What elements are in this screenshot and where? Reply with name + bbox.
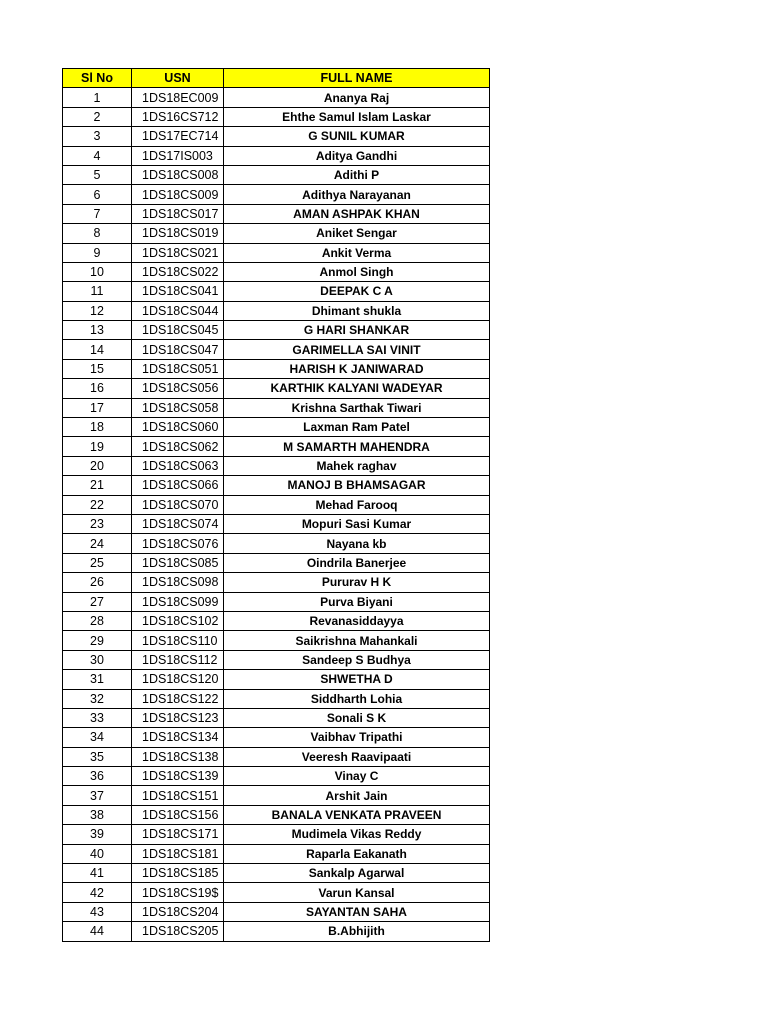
sl-no-cell: 1: [63, 88, 132, 107]
table-row: [63, 495, 490, 514]
usn-cell: 1DS18CS151: [132, 786, 224, 805]
sl-no-cell: 43: [63, 902, 132, 921]
sl-no-cell: 36: [63, 767, 132, 786]
usn-cell: 1DS18CS056: [132, 379, 224, 398]
table-row: [63, 165, 490, 184]
full-name-cell: Mahek raghav: [224, 456, 490, 475]
sl-no-cell: 26: [63, 573, 132, 592]
sl-no-cell: 32: [63, 689, 132, 708]
usn-cell: 1DS18CS110: [132, 631, 224, 650]
table-row: [63, 282, 490, 301]
sl-no-cell: 29: [63, 631, 132, 650]
usn-cell: 1DS18CS123: [132, 708, 224, 727]
usn-cell: 1DS18CS044: [132, 301, 224, 320]
sl-no-cell: 17: [63, 398, 132, 417]
full-name-cell: B.Abhijith: [224, 922, 490, 941]
full-name-cell: BANALA VENKATA PRAVEEN: [224, 805, 490, 824]
full-name-cell: Mudimela Vikas Reddy: [224, 825, 490, 844]
full-name-cell: Saikrishna Mahankali: [224, 631, 490, 650]
sl-no-cell: 39: [63, 825, 132, 844]
header-row: [63, 69, 490, 88]
full-name-cell: Mopuri Sasi Kumar: [224, 514, 490, 533]
sl-no-cell: 21: [63, 476, 132, 495]
sl-no-cell: 8: [63, 224, 132, 243]
full-name-cell: Siddharth Lohia: [224, 689, 490, 708]
table-row: [63, 592, 490, 611]
table-row: [63, 146, 490, 165]
sl-no-cell: 41: [63, 864, 132, 883]
sl-no-cell: 34: [63, 728, 132, 747]
sl-no-cell: 11: [63, 282, 132, 301]
full-name-cell: Adithya Narayanan: [224, 185, 490, 204]
sl-no-cell: 15: [63, 359, 132, 378]
full-name-cell: Ehthe Samul Islam Laskar: [224, 107, 490, 126]
sl-no-cell: 4: [63, 146, 132, 165]
full-name-cell: SHWETHA D: [224, 670, 490, 689]
full-name-cell: Anmol Singh: [224, 262, 490, 281]
table-row: [63, 786, 490, 805]
usn-cell: 1DS18CS063: [132, 456, 224, 475]
sl-no-cell: 18: [63, 418, 132, 437]
usn-cell: 1DS18CS076: [132, 534, 224, 553]
sl-no-cell: 7: [63, 204, 132, 223]
sl-no-cell: 16: [63, 379, 132, 398]
table-row: [63, 708, 490, 727]
table-row: [63, 224, 490, 243]
sl-no-cell: 14: [63, 340, 132, 359]
usn-cell: 1DS18CS021: [132, 243, 224, 262]
sl-no-cell: 12: [63, 301, 132, 320]
full-name-cell: Pururav H K: [224, 573, 490, 592]
usn-cell: 1DS18CS181: [132, 844, 224, 863]
usn-cell: 1DS18CS139: [132, 767, 224, 786]
usn-cell: 1DS18CS017: [132, 204, 224, 223]
table-row: [63, 922, 490, 941]
usn-cell: 1DS18CS156: [132, 805, 224, 824]
table-row: [63, 650, 490, 669]
usn-cell: 1DS18CS099: [132, 592, 224, 611]
usn-cell: 1DS18CS138: [132, 747, 224, 766]
table-row: [63, 88, 490, 107]
table-row: [63, 185, 490, 204]
usn-cell: 1DS18CS074: [132, 514, 224, 533]
table-row: [63, 107, 490, 126]
header-usn: USN: [132, 69, 224, 88]
usn-cell: 1DS18CS19$: [132, 883, 224, 902]
table-row: [63, 902, 490, 921]
table-row: [63, 340, 490, 359]
sl-no-cell: 2: [63, 107, 132, 126]
header-sl-no: Sl No: [63, 69, 132, 88]
header-full-name: FULL NAME: [224, 69, 490, 88]
sl-no-cell: 44: [63, 922, 132, 941]
table-row: [63, 456, 490, 475]
usn-cell: 1DS18CS102: [132, 611, 224, 630]
table-row: [63, 301, 490, 320]
sl-no-cell: 24: [63, 534, 132, 553]
full-name-cell: KARTHIK KALYANI WADEYAR: [224, 379, 490, 398]
full-name-cell: Ananya Raj: [224, 88, 490, 107]
table-row: [63, 534, 490, 553]
full-name-cell: Revanasiddayya: [224, 611, 490, 630]
full-name-cell: Aniket Sengar: [224, 224, 490, 243]
full-name-cell: Adithi P: [224, 165, 490, 184]
usn-cell: 1DS18CS047: [132, 340, 224, 359]
full-name-cell: Purva Biyani: [224, 592, 490, 611]
student-list-table: [62, 68, 490, 942]
usn-cell: 1DS18CS112: [132, 650, 224, 669]
full-name-cell: Oindrila Banerjee: [224, 553, 490, 572]
sl-no-cell: 30: [63, 650, 132, 669]
table-row: [63, 321, 490, 340]
sl-no-cell: 9: [63, 243, 132, 262]
sl-no-cell: 42: [63, 883, 132, 902]
table-row: [63, 553, 490, 572]
usn-cell: 1DS17IS003: [132, 146, 224, 165]
sl-no-cell: 27: [63, 592, 132, 611]
usn-cell: 1DS18CS060: [132, 418, 224, 437]
sl-no-cell: 23: [63, 514, 132, 533]
usn-cell: 1DS18CS122: [132, 689, 224, 708]
full-name-cell: SAYANTAN SAHA: [224, 902, 490, 921]
full-name-cell: HARISH K JANIWARAD: [224, 359, 490, 378]
full-name-cell: MANOJ B BHAMSAGAR: [224, 476, 490, 495]
table-row: [63, 844, 490, 863]
full-name-cell: GARIMELLA SAI VINIT: [224, 340, 490, 359]
table-row: [63, 689, 490, 708]
full-name-cell: G HARI SHANKAR: [224, 321, 490, 340]
table-row: [63, 883, 490, 902]
full-name-cell: Vaibhav Tripathi: [224, 728, 490, 747]
full-name-cell: Nayana kb: [224, 534, 490, 553]
table-row: [63, 514, 490, 533]
full-name-cell: Aditya Gandhi: [224, 146, 490, 165]
full-name-cell: Sandeep S Budhya: [224, 650, 490, 669]
sl-no-cell: 20: [63, 456, 132, 475]
full-name-cell: G SUNIL KUMAR: [224, 127, 490, 146]
table-row: [63, 728, 490, 747]
full-name-cell: Sankalp Agarwal: [224, 864, 490, 883]
sl-no-cell: 38: [63, 805, 132, 824]
usn-cell: 1DS18CS185: [132, 864, 224, 883]
usn-cell: 1DS17EC714: [132, 127, 224, 146]
usn-cell: 1DS18CS041: [132, 282, 224, 301]
usn-cell: 1DS18CS009: [132, 185, 224, 204]
table-row: [63, 864, 490, 883]
sl-no-cell: 25: [63, 553, 132, 572]
table-row: [63, 262, 490, 281]
table-row: [63, 127, 490, 146]
full-name-cell: Vinay C: [224, 767, 490, 786]
full-name-cell: Dhimant shukla: [224, 301, 490, 320]
usn-cell: 1DS18CS134: [132, 728, 224, 747]
table-row: [63, 611, 490, 630]
sl-no-cell: 13: [63, 321, 132, 340]
sl-no-cell: 3: [63, 127, 132, 146]
usn-cell: 1DS18CS171: [132, 825, 224, 844]
full-name-cell: Laxman Ram Patel: [224, 418, 490, 437]
full-name-cell: DEEPAK C A: [224, 282, 490, 301]
table-row: [63, 379, 490, 398]
usn-cell: 1DS18CS085: [132, 553, 224, 572]
sl-no-cell: 37: [63, 786, 132, 805]
sl-no-cell: 35: [63, 747, 132, 766]
table-row: [63, 631, 490, 650]
table-row: [63, 243, 490, 262]
table-row: [63, 359, 490, 378]
usn-cell: 1DS18CS120: [132, 670, 224, 689]
full-name-cell: AMAN ASHPAK KHAN: [224, 204, 490, 223]
table-row: [63, 747, 490, 766]
table-row: [63, 204, 490, 223]
usn-cell: 1DS16CS712: [132, 107, 224, 126]
full-name-cell: Mehad Farooq: [224, 495, 490, 514]
table-row: [63, 825, 490, 844]
full-name-cell: Krishna Sarthak Tiwari: [224, 398, 490, 417]
usn-cell: 1DS18CS008: [132, 165, 224, 184]
table-row: [63, 805, 490, 824]
sl-no-cell: 6: [63, 185, 132, 204]
sl-no-cell: 10: [63, 262, 132, 281]
full-name-cell: M SAMARTH MAHENDRA: [224, 437, 490, 456]
full-name-cell: Arshit Jain: [224, 786, 490, 805]
usn-cell: 1DS18CS022: [132, 262, 224, 281]
table-row: [63, 437, 490, 456]
full-name-cell: Sonali S K: [224, 708, 490, 727]
full-name-cell: Varun Kansal: [224, 883, 490, 902]
table-row: [63, 573, 490, 592]
sl-no-cell: 5: [63, 165, 132, 184]
usn-cell: 1DS18CS098: [132, 573, 224, 592]
usn-cell: 1DS18CS070: [132, 495, 224, 514]
table-row: [63, 418, 490, 437]
table-row: [63, 670, 490, 689]
usn-cell: 1DS18CS019: [132, 224, 224, 243]
usn-cell: 1DS18CS058: [132, 398, 224, 417]
table-row: [63, 398, 490, 417]
usn-cell: 1DS18CS062: [132, 437, 224, 456]
table-row: [63, 476, 490, 495]
sl-no-cell: 28: [63, 611, 132, 630]
usn-cell: 1DS18CS066: [132, 476, 224, 495]
usn-cell: 1DS18CS051: [132, 359, 224, 378]
sl-no-cell: 31: [63, 670, 132, 689]
sl-no-cell: 40: [63, 844, 132, 863]
sl-no-cell: 19: [63, 437, 132, 456]
full-name-cell: Ankit Verma: [224, 243, 490, 262]
usn-cell: 1DS18CS204: [132, 902, 224, 921]
sl-no-cell: 22: [63, 495, 132, 514]
usn-cell: 1DS18CS045: [132, 321, 224, 340]
sl-no-cell: 33: [63, 708, 132, 727]
full-name-cell: Raparla Eakanath: [224, 844, 490, 863]
table-row: [63, 767, 490, 786]
full-name-cell: Veeresh Raavipaati: [224, 747, 490, 766]
usn-cell: 1DS18EC009: [132, 88, 224, 107]
usn-cell: 1DS18CS205: [132, 922, 224, 941]
